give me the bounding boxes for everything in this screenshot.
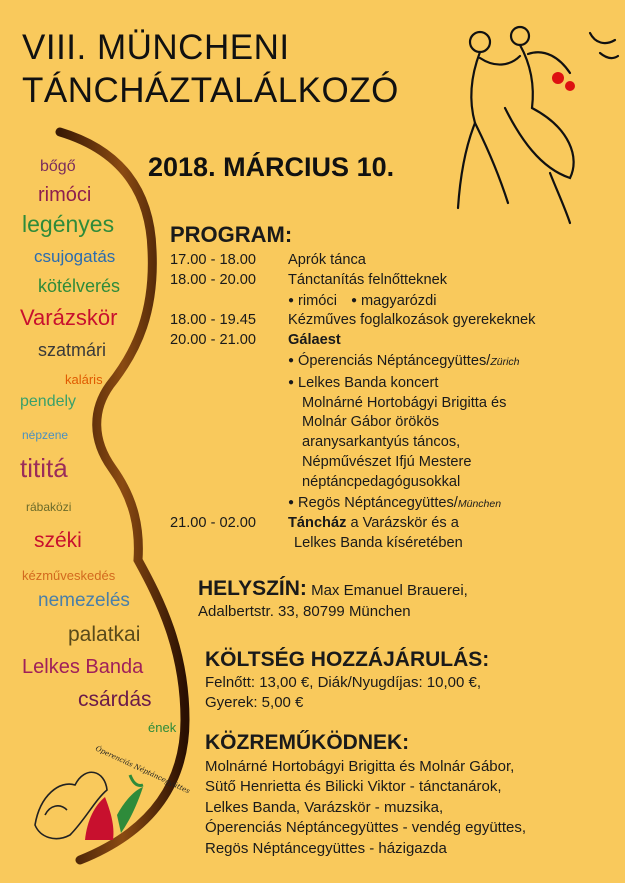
program-heading: PROGRAM: [170, 222, 293, 247]
title-line-1: VIII. MÜNCHENI [22, 28, 290, 67]
word-cloud-item: széki [34, 529, 82, 552]
word-cloud-item: szatmári [38, 340, 107, 360]
program-city: Zürich [490, 355, 520, 368]
program-time: 18.00 - 20.00 [170, 271, 257, 288]
cost-heading: KÖLTSÉG HOZZÁJÁRULÁS: [205, 648, 490, 671]
word-cloud-item: rimóci [38, 184, 92, 206]
word-cloud-item: palatkai [68, 623, 141, 646]
program-bold-text: Táncház [288, 515, 347, 532]
word-cloud-item: kézműveskedés [22, 568, 116, 583]
program-indent-text: néptáncpedagógusokkal [302, 473, 461, 490]
program-row [170, 473, 535, 493]
program-row [170, 413, 535, 433]
program-text: Tánctanítás felnőtteknek [288, 271, 448, 288]
program-row [170, 311, 535, 331]
program-row [170, 351, 535, 373]
contributors-heading: KÖZREMŰKÖDNEK: [205, 731, 410, 754]
contributor-line: Sütő Henrietta és Bilicki Viktor - tánctanárok, [205, 778, 502, 795]
program-row [170, 514, 535, 534]
program-bullet: ● Lelkes Banda koncert [288, 375, 438, 391]
word-cloud-item: legényes [22, 211, 115, 237]
program-time: 21.00 - 02.00 [170, 515, 257, 532]
program-row [170, 251, 535, 271]
word-cloud-item: pendely [20, 393, 77, 410]
word-cloud-item: ének [148, 720, 177, 735]
word-cloud-item: rábaközi [26, 500, 72, 514]
location-section [198, 578, 468, 622]
word-cloud-item: Lelkes Banda [22, 656, 144, 678]
event-title [22, 26, 399, 112]
program-bold-text: Gálaest [288, 332, 341, 349]
program-text: a Varázskör és a [346, 515, 459, 532]
location-heading: HELYSZÍN: [198, 577, 307, 600]
program-row [170, 331, 535, 351]
word-cloud-item: bőgő [40, 158, 76, 175]
word-cloud-item: csujogatás [34, 247, 116, 266]
program-row [170, 433, 535, 453]
program-list [170, 251, 535, 554]
program-text: Kézműves foglalkozások gyerekeknek [288, 312, 536, 329]
program-row [170, 493, 535, 515]
program-row [170, 534, 535, 554]
contributor-line: Molnárné Hortobágyi Brigitta és Molnár Gábor, [205, 757, 515, 775]
program-time: 20.00 - 21.00 [170, 332, 257, 349]
program-indent-text: Népművészet Ifjú Mestere [302, 453, 472, 470]
program-time: 18.00 - 19.45 [170, 312, 257, 329]
program-indent-text: Lelkes Banda kíséretében [294, 535, 463, 552]
location-line-2: Adalbertstr. 33, 80799 München [198, 603, 411, 620]
word-cloud-item: kaláris [65, 372, 103, 387]
contributor-line: Lelkes Banda, Varázskör - muzsika, [205, 798, 444, 816]
program-bullet: ● Regös Néptáncegyüttes/ [288, 495, 458, 511]
word-cloud-item: csárdás [78, 688, 152, 711]
title-line-2: TÁNCHÁZTALÁLKOZÓ [22, 71, 399, 110]
program-row [170, 271, 535, 291]
location-line-1: Max Emanuel Brauerei, [306, 582, 468, 599]
event-date: 2018. MÁRCIUS 10. [148, 152, 395, 182]
contributor-line: Óperenciás Néptáncegyüttes - vendég együttes, [205, 819, 527, 836]
program-row [170, 373, 535, 394]
program-indent-text: Molnár Gábor örökös [302, 414, 440, 431]
program-text: Aprók tánca [288, 252, 366, 268]
contributors-section [205, 733, 526, 859]
dancing-couple-graphic [420, 18, 620, 233]
program-time: 17.00 - 18.00 [170, 252, 257, 268]
contributor-line: Regös Néptáncegyüttes - házigazda [205, 839, 447, 857]
cost-line-2: Gyerek: 5,00 € [205, 694, 304, 711]
program-row [170, 394, 535, 414]
word-cloud-item: népzene [22, 428, 69, 442]
word-cloud-item: tititá [20, 453, 68, 483]
logo-text: Óperenciás Néptáncegyüttes [94, 744, 191, 796]
cost-line-1: Felnőtt: 13,00 €, Diák/Nyugdíjas: 10,00 €, [205, 674, 481, 691]
program-bullet: ● rimóci [288, 291, 337, 312]
program-row [170, 453, 535, 473]
program-bullet: ● Óperenciás Néptáncegyüttes/ [288, 353, 490, 369]
program-indent-text: aranysarkantyús táncos, [302, 434, 461, 451]
program-row [170, 291, 535, 312]
word-cloud-item: nemezelés [38, 590, 130, 611]
program-indent-text: Molnárné Hortobágyi Brigitta és [302, 394, 507, 411]
cost-section [205, 650, 489, 713]
word-cloud-item: kötélverés [38, 276, 121, 296]
program-city: München [457, 497, 502, 510]
word-cloud-item: Varázskör [20, 305, 118, 330]
program-bullet: ● magyarózdi [351, 291, 436, 312]
